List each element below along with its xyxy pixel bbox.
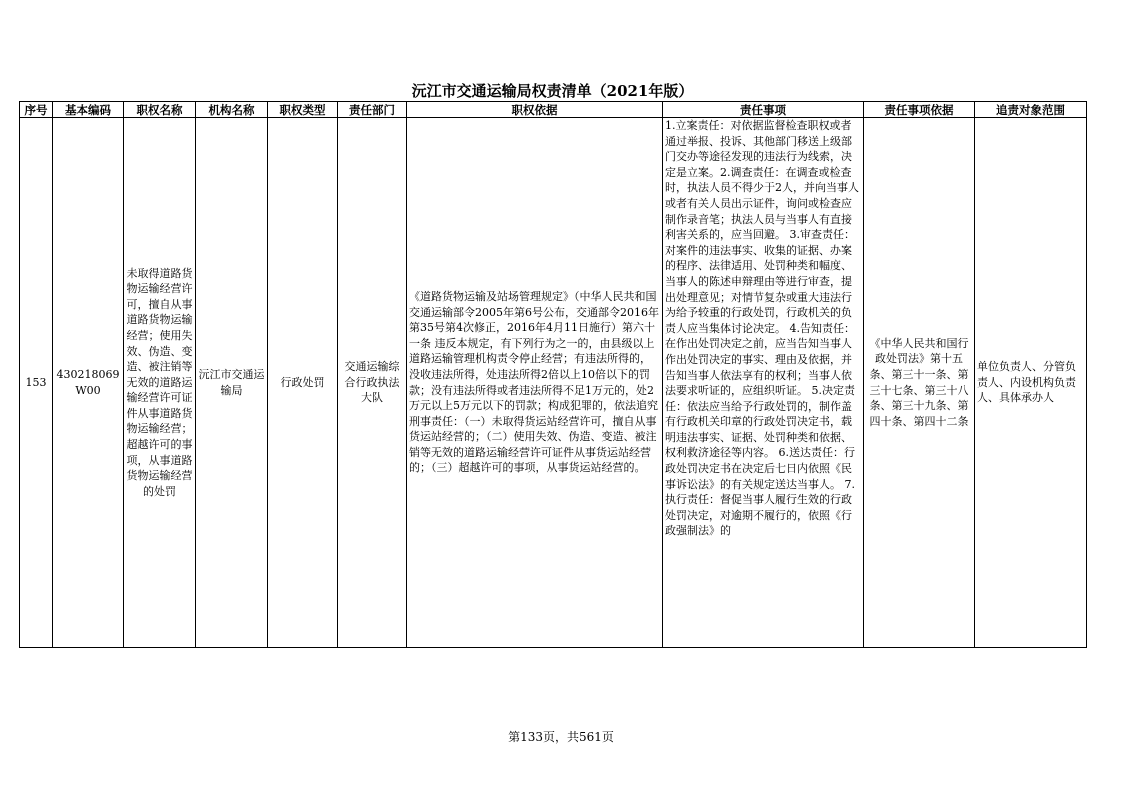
cell-power-name: 未取得道路货物运输经营许可，擅自从事道路货物运输经营；使用失效、伪造、变造、被注销等无效的道路运输经营许可证件从事道路货物运输经营；超越许可的事项，从事道路货物运输经营的处罚: [124, 118, 196, 648]
header-department: 责任部门: [338, 102, 407, 118]
header-code: 基本编码: [53, 102, 124, 118]
responsibility-table: [19, 101, 1087, 648]
cell-code: 430218069W00: [53, 118, 124, 648]
cell-basis: 《道路货物运输及站场管理规定》（中华人民共和国交通运输部令2005年第6号公布，交通部令2016年第35号第4次修正，2016年4月11日施行）第六十一条 违反本规定，有下列行为之一的，由县级以上道路运输管理机构责令停止经营；有违法所得的，没收违法所得，处违法所得2倍以上10倍以下的罚款；没有违法所得或者违法所得不足1万元的，处2万元以上5万元以下的罚款；构成犯罪的，依法追究刑事责任：（一）未取得货运站经营许可，擅自从事货运站经营的；（二）使用失效、伪造、变造、被注销等无效的道路运输经营许可证件从事货运站经营的；（三）超越许可的事项，从事货运站经营的。: [407, 118, 663, 648]
header-power-name: 职权名称: [124, 102, 196, 118]
cell-index: 153: [20, 118, 53, 648]
header-basis: 职权依据: [407, 102, 663, 118]
header-index: 序号: [20, 102, 53, 118]
document-title: 沅江市交通运输局权责清单（2021年版）: [411, 82, 694, 100]
cell-accountability: 单位负责人、分管负责人、内设机构负责人、具体承办人: [975, 118, 1087, 648]
table-header-row: [20, 102, 1087, 118]
cell-responsibility: 1.立案责任：对依据监督检查职权或者通过举报、投诉、其他部门移送上级部门交办等途径发现的违法行为线索，决定是立案。2.调查责任：在调查或检查时，执法人员不得少于2人，并向当事人或者有关人员出示证件，询问或检查应制作录音笔；执法人员与当事人有直接利害关系的，应当回避。 3.审查责任：对案件的违法事实、收集的证据、办案的程序、法律适用、处罚种类和幅度、当事人的陈述申辩理由等进行审查，提出处理意见；对情节复杂或重大违法行为给予较重的行政处罚，行政机关的负责人应当集体讨论决定。 4.告知责任：在作出处罚决定之前，应当告知当事人作出处罚决定的事实、理由及依据，并告知当事人依法享有的权利；当事人依法要求听证的，应组织听证。 5.决定责任：依法应当给予行政处罚的，制作盖有行政机关印章的行政处罚决定书，载明违法事实、证据、处罚种类和依据、权利救济途径等内容。 6.送达责任：行政处罚决定书在决定后七日内依照《民事诉讼法》的有关规定送达当事人。 7.执行责任：督促当事人履行生效的行政处罚决定，对逾期不履行的，依照《行政强制法》的: [663, 118, 864, 648]
header-power-type: 职权类型: [268, 102, 338, 118]
cell-agency: 沅江市交通运输局: [196, 118, 268, 648]
cell-responsibility-basis: 《中华人民共和国行政处罚法》第十五条、第三十一条、第三十七条、第三十八条、第三十九条、第四十条、第四十二条: [864, 118, 975, 648]
header-accountability: 追责对象范围: [975, 102, 1087, 118]
header-responsibility-basis: 责任事项依据: [864, 102, 975, 118]
page-footer: 第133页，共561页: [508, 730, 614, 744]
header-responsibility: 责任事项: [663, 102, 864, 118]
header-agency: 机构名称: [196, 102, 268, 118]
table-row: [20, 118, 1087, 648]
cell-power-type: 行政处罚: [268, 118, 338, 648]
cell-department: 交通运输综合行政执法大队: [338, 118, 407, 648]
